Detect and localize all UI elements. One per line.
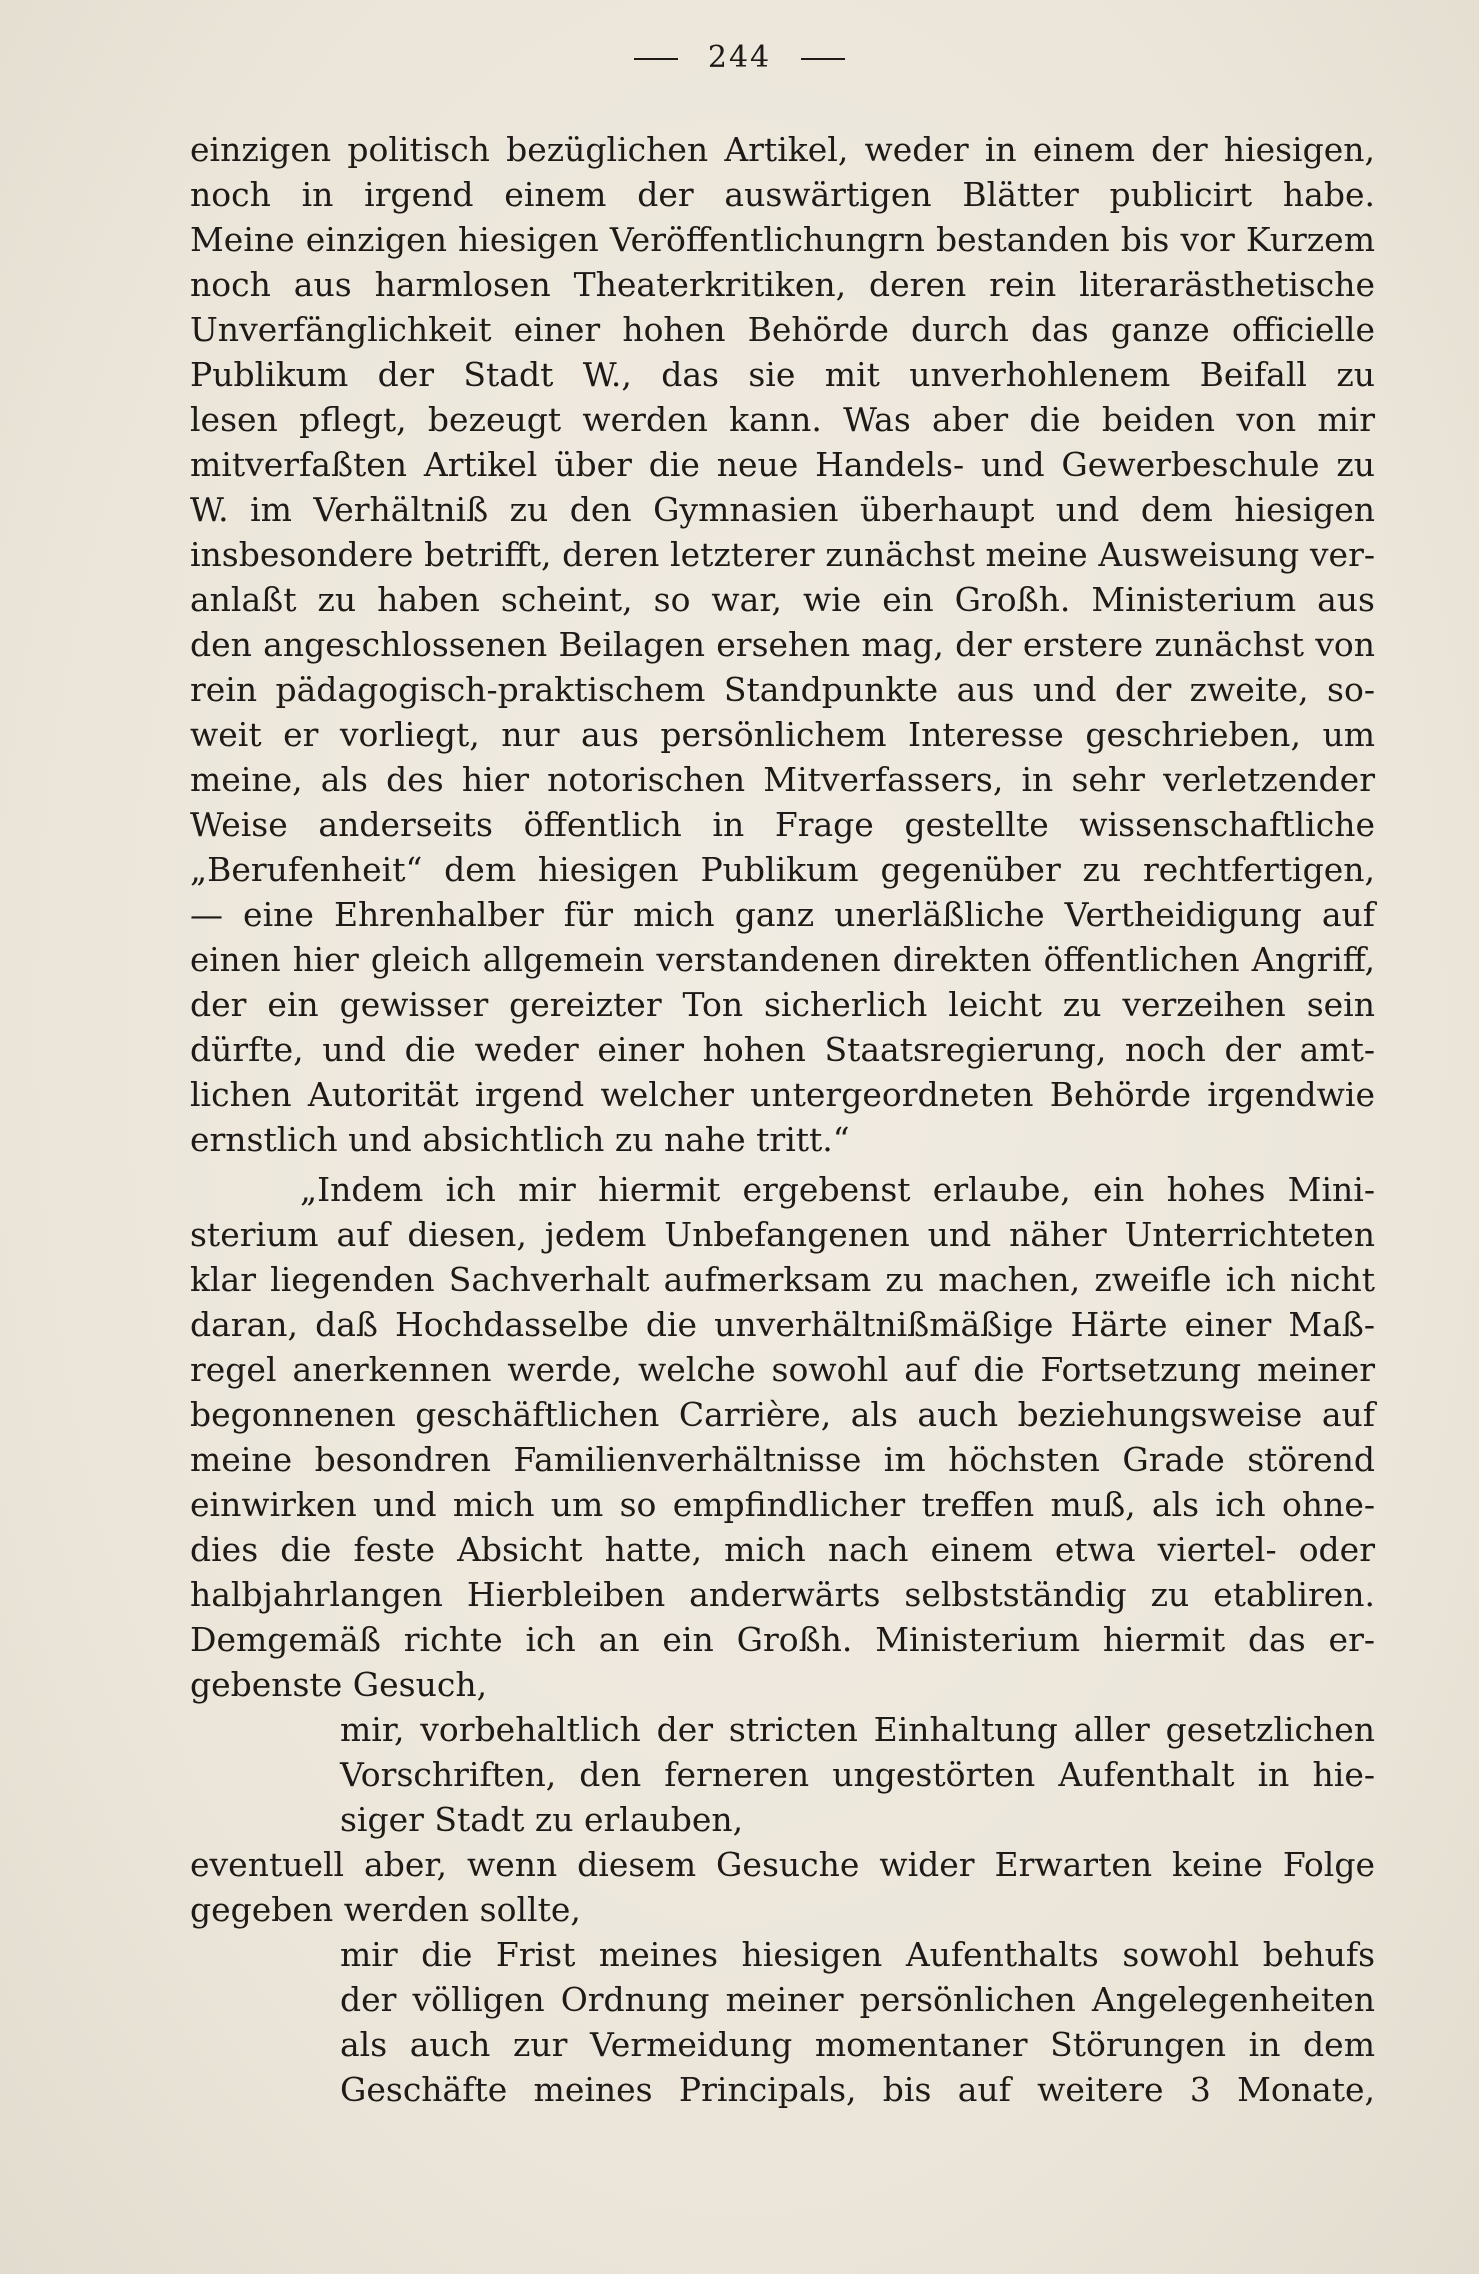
text-line: weit er vorliegt, nur aus persönlichem Interesse geschrieben, um: [190, 715, 1375, 754]
text-line: insbesondere betrifft, deren letzterer zunächst meine Ausweisung ver-: [190, 535, 1375, 574]
text-line: rein pädagogisch-praktischem Standpunkte aus und der zweite, so-: [190, 670, 1375, 709]
text-line: Meine einzigen hiesigen Veröffentlichungrn bestanden bis vor Kurzem: [190, 220, 1375, 259]
text-line: klar liegenden Sachverhalt aufmerksam zu machen, zweifle ich nicht: [190, 1260, 1375, 1299]
text-line: begonnenen geschäftlichen Carrière, als auch beziehungsweise auf: [190, 1395, 1375, 1434]
text-line: gebenste Gesuch,: [190, 1665, 488, 1704]
text-line: Unverfänglichkeit einer hohen Behörde durch das ganze officielle: [190, 310, 1375, 349]
text-line: gegeben werden sollte,: [190, 1890, 581, 1929]
text-line: halbjahrlangen Hierbleiben anderwärts selbstständig zu etabliren.: [190, 1575, 1375, 1614]
text-line: dürfte, und die weder einer hohen Staatsregierung, noch der amt-: [190, 1030, 1375, 1069]
text-line: dies die feste Absicht hatte, mich nach einem etwa viertel- oder: [190, 1530, 1375, 1569]
text-line: ernstlich und absichtlich zu nahe tritt.“: [190, 1120, 850, 1159]
text-line: mir, vorbehaltlich der stricten Einhaltung aller gesetzlichen: [340, 1710, 1375, 1749]
text-line: Demgemäß richte ich an ein Großh. Ministerium hiermit das er-: [190, 1620, 1375, 1659]
page-number-header: [0, 40, 1479, 75]
text-line: den angeschlossenen Beilagen ersehen mag, der erstere zunächst von: [190, 625, 1375, 664]
text-line: „Berufenheit“ dem hiesigen Publikum gegenüber zu rechtfertigen,: [190, 850, 1375, 889]
left-dash: [634, 58, 678, 60]
text-line: mitverfaßten Artikel über die neue Handels- und Gewerbeschule zu: [190, 445, 1375, 484]
text-line: eventuell aber, wenn diesem Gesuche wider Erwarten keine Folge: [190, 1845, 1375, 1884]
text-line: regel anerkennen werde, welche sowohl auf die Fortsetzung meiner: [190, 1350, 1375, 1389]
text-line: anlaßt zu haben scheint, so war, wie ein Großh. Ministerium aus: [190, 580, 1375, 619]
text-line: lichen Autorität irgend welcher untergeordneten Behörde irgendwie: [190, 1075, 1375, 1114]
text-line: lesen pflegt, bezeugt werden kann. Was aber die beiden von mir: [190, 400, 1375, 439]
text-line: meine, als des hier notorischen Mitverfassers, in sehr verletzender: [190, 760, 1375, 799]
text-line: einzigen politisch bezüglichen Artikel, weder in einem der hiesigen,: [190, 130, 1375, 169]
right-dash: [801, 58, 845, 60]
text-line: W. im Verhältniß zu den Gymnasien überhaupt und dem hiesigen: [190, 490, 1375, 529]
text-line: Publikum der Stadt W., das sie mit unverhohlenem Beifall zu: [190, 355, 1375, 394]
text-line: Vorschriften, den ferneren ungestörten Aufenthalt in hie-: [340, 1755, 1375, 1794]
text-line: noch aus harmlosen Theaterkritiken, deren rein literarästhetische: [190, 265, 1375, 304]
text-line: einwirken und mich um so empfindlicher treffen muß, als ich ohne-: [190, 1485, 1375, 1524]
text-line: meine besondren Familienverhältnisse im höchsten Grade störend: [190, 1440, 1375, 1479]
text-line: Geschäfte meines Principals, bis auf weitere 3 Monate,: [340, 2070, 1375, 2109]
text-line: einen hier gleich allgemein verstandenen direkten öffentlichen Angriff,: [190, 941, 1375, 979]
text-line: siger Stadt zu erlauben,: [340, 1800, 744, 1839]
text-line: — eine Ehrenhalber für mich ganz unerläßliche Vertheidigung auf: [190, 895, 1375, 934]
text-line: „Indem ich mir hiermit ergebenst erlaube, ein hohes Mini-: [300, 1170, 1375, 1209]
text-line: mir die Frist meines hiesigen Aufenthalts sowohl behufs: [340, 1935, 1375, 1974]
text-line: als auch zur Vermeidung momentaner Störungen in dem: [340, 2025, 1375, 2064]
text-line: Weise anderseits öffentlich in Frage gestellte wissenschaftliche: [190, 805, 1375, 844]
text-line: der ein gewisser gereizter Ton sicherlich leicht zu verzeihen sein: [190, 985, 1375, 1024]
text-line: noch in irgend einem der auswärtigen Blätter publicirt habe.: [190, 175, 1375, 214]
text-line: der völligen Ordnung meiner persönlichen Angelegenheiten: [340, 1980, 1375, 2019]
text-line: daran, daß Hochdasselbe die unverhältnißmäßige Härte einer Maß-: [190, 1305, 1375, 1344]
page-number: 244: [707, 40, 772, 75]
text-line: sterium auf diesen, jedem Unbefangenen und näher Unterrichteten: [190, 1215, 1375, 1254]
